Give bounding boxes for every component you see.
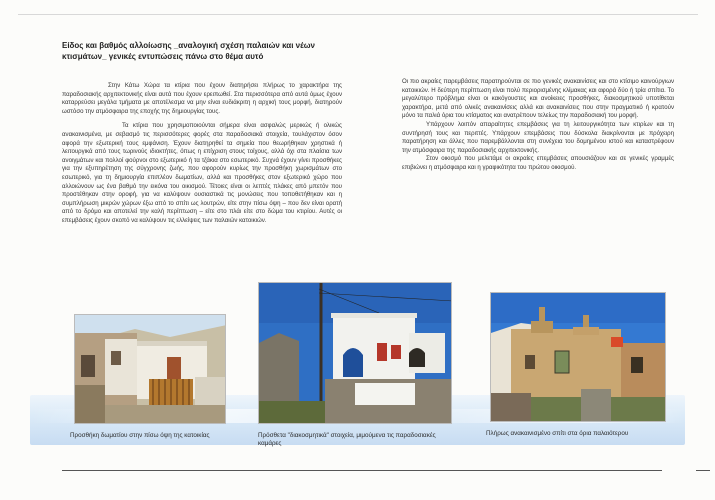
paragraph-intro: Στην Κάτω Χώρα τα κτίρια που έχουν διατηρήσει πλήρως το χαρακτήρα της παραδοσιακής αρχιτεκτονικής είναι αυτά που έχουν ερειπωθεί. Στα περισσότερα από αυτά όμως έχουν καταρρεύσει μεγάλα τμήματα με αποτέλεσμα να μην είναι ευδιάκριτη η αρχική τους μορφή, διατηρούν ωστόσο την ατμόσφαιρα της εποχής της δημιουργίας τους. [62, 82, 342, 115]
whitewashed-house-photo [258, 282, 452, 424]
paragraph-necessary-interventions: Υπάρχουν λοιπόν απαραίτητες επεμβάσεις για τη λειτουργικότητα των κτιρίων και τη συντήρησή τους και περιττές. Υπάρχουν επεμβάσεις που δύσκολα διακρίνονται με πρόχειρη παρατήρηση και άλλες που παρεμβάλλονται στη συνέχεια του δομημένου ιστού και καταστρέφουν την ατμόσφαιρα της παραδοσιακής αρχιτεκτονικής. [402, 120, 674, 154]
paragraph-extreme-interventions: Οι πιο ακραίες παρεμβάσεις παρατηρούνται σε πιο γενικές ανακαινίσεις και στο κτίσιμο καινούργιων κατοικιών. Η δεύτερη περίπτωση είναι πολύ περιορισμένης κλίμακας και αφορά δύο ή τρία σπίτια. Το μεγαλύτερο πρόβλημα είναι οι κακόγουστες και ανοίκειες προσθήκες, διακοσμητικού υποτίθεται χαρακτήρα, μετά από ολικές ανακαινίσεις αλλά και ανακαινίσεις που στην πραγματικό ή κρατούν μόνο τα παλιά όρια του κτίσματος και ανατρέπουν τελείως την παραδοσιακή του μορφή. [402, 78, 674, 120]
section-title: Είδος και βαθμός αλλοίωσης _αναλογική σχέση παλαιών και νέων κτισμάτων_ γενικές εντυπώσεις πάνω στο θέμα αυτό [62, 41, 315, 61]
renovated-stone-house-photo [490, 292, 666, 422]
caption-decorative-elements: Πρόσθετα "διακοσμητικά" στοιχεία, μιμούμενα τις παραδοσιακές καμάρες [258, 432, 436, 447]
house-with-extension-photo [74, 314, 226, 424]
caption-renovated-house: Πλήρως ανακαινισμένο σπίτι στα όρια παλαιότερου [486, 430, 629, 437]
left-column [62, 40, 342, 226]
bottom-divider [62, 470, 662, 471]
paragraph-renovations: Τα κτίρια που χρησιμοποιούνται σήμερα είναι ασφαλώς μερικώς ή ολικώς ανακαινισμένα, με σεβασμό τις περισσότερες φορές στα παραδοσιακά στοιχεία, τουλάχιστον όσον αφορά την εξωτερική τους εμφάνιση. Έχουν διατηρηθεί τα σημεία που θεωρήθηκαν χρηστικά ή λειτουργικά από τους τωρινούς ιδιοκτήτες, όπως η επίχριση στους τοίχους, αλλά όχι στα πλαίσια των ανοιγμάτων και πολλοί φούρνοι στο εξωτερικό ή τα τζάκια στο εσωτερικό. Συχνά έχουν γίνει προσθήκες για την εξυπηρέτηση της σύγχρονης ζωής, που αφορούν κυρίως την προσθήκη χωρισμάτων στο εσωτερικό, για τη δημιουργία επιπλέον δωματίων, αλλά και προσθήκες στον εξωτερικό χώρο που αλλοιώνουν ως ένα βαθμό την εικόνα του οικισμού. Τέτοιες είναι οι λεπτές πλάκες από μπετόν που προστέθηκαν στην οροφή, για να καλύψουν ουσιαστικά τις μονώσεις που τοποθετήθηκαν και η συμπλήρωση μικρών χώρων έξω από το σπίτι ως λουτρών, είτε στην πίσω όψη – που δεν είναι ορατή από το δρόμο και αποτελεί την καλή περίπτωση – είτε στο πλάι είτε στο δώμα του κτιρίου. Αυτές οι επεμβάσεις έχουν σκοπό να καλύψουν τις ελλείψεις των παλαιών κατοικιών. [62, 122, 342, 224]
right-column [402, 78, 674, 173]
paragraph-conclusion: Στον οικισμό που μελετάμε οι ακραίες επεμβάσεις απουσιάζουν και σε γενικές γραμμές επιβιώνει η ατμόσφαιρα και η γραφικότητα του πρώτου οικισμού. [402, 155, 674, 171]
bottom-divider-tail [696, 470, 710, 471]
top-divider [18, 14, 698, 15]
caption-rear-extension: Προσθήκη δωματίου στην πίσω όψη της κατοικίας [70, 432, 210, 439]
